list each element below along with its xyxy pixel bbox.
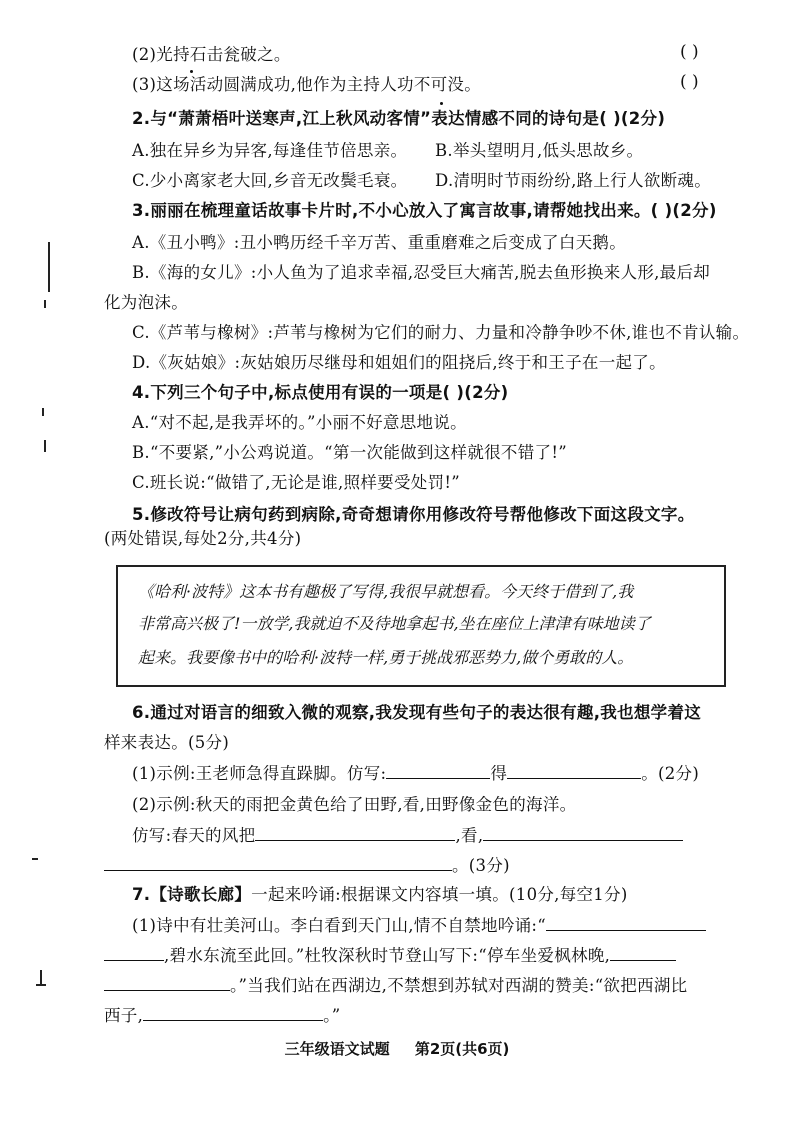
question-6-score: 样来表达。(5分) — [104, 733, 230, 752]
q6-part-1-mid: 得 — [490, 764, 508, 783]
question-2-stem: 2.与“萧萧梧叶送寒声,江上秋风动客情”表达情感不同的诗句是( )(2分) — [132, 109, 666, 128]
emphasis-dot — [440, 102, 443, 105]
answer-paren[interactable]: ( ) — [680, 42, 699, 62]
q6-part-2: (2)示例:秋天的雨把金黄色给了田野,看,田野像金色的海洋。 — [132, 795, 577, 814]
passage-box — [116, 565, 726, 687]
q6-part-1-label: (1)示例:王老师急得直跺脚。仿写: — [132, 764, 387, 783]
scan-mark — [42, 408, 44, 416]
scan-mark — [44, 300, 46, 308]
scan-mark — [44, 440, 46, 452]
q7-text: 一起来吟诵:根据课文内容填一填。(10分,每空1分) — [251, 885, 628, 904]
answer-blank[interactable] — [104, 974, 230, 991]
q6-part-2-label: 仿写:春天的风把 — [132, 826, 256, 845]
passage-line-1: 《哈利·波特》这本书有趣极了写得,我很早就想看。今天终于借到了,我 — [138, 582, 634, 601]
q7-tag: 【诗歌长廊】 — [150, 885, 252, 904]
scan-mark — [36, 984, 46, 986]
answer-blank[interactable] — [483, 824, 683, 841]
q2-option-d: D.清明时节雨纷纷,路上行人欲断魂。 — [435, 171, 712, 190]
q4-option-b: B.“不要紧,”小公鸡说道。“第一次能做到这样就很不错了!” — [132, 443, 567, 462]
question-5-stem: 5.修改符号让病句药到病除,奇奇想请你用修改符号帮他修改下面这段文字。 — [132, 505, 695, 524]
q7-line-1-text: (1)诗中有壮美河山。李白看到天门山,情不自禁地吟诵:“ — [132, 916, 547, 935]
question-7-stem — [132, 884, 628, 906]
q6-part-2-cont — [104, 854, 510, 877]
q3-option-c: C.《芦苇与橡树》:芦苇与橡树为它们的耐力、力量和冷静争吵不休,谁也不肯认输。 — [132, 323, 750, 342]
passage-line-2: 非常高兴极了!一放学,我就迫不及待地拿起书,坐在座位上津津有味地读了 — [138, 614, 651, 633]
q3-option-a: A.《丑小鸭》:丑小鸭历经千辛万苦、重重磨难之后变成了白天鹅。 — [132, 233, 627, 252]
emphasis-dot — [190, 70, 193, 73]
answer-blank[interactable] — [104, 854, 452, 871]
footer-subject: 三年级语文试题 — [284, 1040, 390, 1058]
q6-part-2-mid: ,看, — [455, 826, 484, 845]
answer-blank[interactable] — [255, 824, 455, 841]
q7-line-1 — [132, 914, 706, 937]
q7-line-4 — [104, 1004, 340, 1027]
q2-option-a: A.独在异乡为异客,每逢佳节倍思亲。 — [132, 141, 408, 160]
answer-blank[interactable] — [143, 1004, 323, 1021]
scan-mark — [48, 242, 50, 292]
scan-mark — [40, 970, 42, 984]
q6-part-1-end: 。(2分) — [641, 764, 700, 783]
question-6-stem: 6.通过对语言的细致入微的观察,我发现有些句子的表达很有趣,我也想学着这 — [132, 703, 702, 722]
passage-line-3: 起来。我要像书中的哈利·波特一样,勇于挑战邪恶势力,做个勇敢的人。 — [138, 648, 634, 667]
item-2: (2)光持石击瓮破之。 — [132, 45, 291, 64]
q7-line-4-end: 。” — [323, 1006, 341, 1025]
q2-option-c: C.少小离家老大回,乡音无改鬓毛衰。 — [132, 171, 408, 190]
q6-part-2-end: 。(3分) — [452, 856, 510, 875]
q7-line-2-text: ,碧水东流至此回。”杜牧深秋时节登山写下:“停车坐爱枫林晚, — [164, 946, 611, 965]
scan-mark — [32, 858, 38, 860]
q4-option-c: C.班长说:“做错了,无论是谁,照样要受处罚!” — [132, 473, 461, 492]
answer-blank[interactable] — [386, 762, 490, 779]
q7-line-4-text: 西子, — [104, 1006, 144, 1025]
question-3-stem: 3.丽丽在梳理童话故事卡片时,不小心放入了寓言故事,请帮她找出来。( )(2分) — [132, 201, 717, 220]
q2-option-b: B.举头望明月,低头思故乡。 — [435, 141, 644, 160]
q6-part-1 — [132, 762, 699, 785]
answer-blank[interactable] — [610, 944, 676, 961]
item-3: (3)这场活动圆满成功,他作为主持人功不可没。 — [132, 75, 482, 94]
answer-blank[interactable] — [104, 944, 164, 961]
answer-blank[interactable] — [507, 762, 641, 779]
page-footer — [0, 1038, 794, 1059]
q6-part-2-imitate — [132, 824, 683, 847]
footer-page-number: 第2页(共6页) — [414, 1040, 510, 1058]
q7-line-3 — [104, 974, 687, 997]
q7-number: 7. — [132, 885, 151, 904]
question-5-score: (两处错误,每处2分,共4分) — [104, 529, 302, 548]
q3-option-d: D.《灰姑娘》:灰姑娘历尽继母和姐姐们的阻挠后,终于和王子在一起了。 — [132, 353, 666, 372]
q4-option-a: A.“对不起,是我弄坏的。”小丽不好意思地说。 — [132, 413, 467, 432]
answer-blank[interactable] — [546, 914, 706, 931]
q7-line-3-text: 。”当我们站在西湖边,不禁想到苏轼对西湖的赞美:“欲把西湖比 — [230, 976, 688, 995]
question-4-stem: 4.下列三个句子中,标点使用有误的一项是( )(2分) — [132, 383, 509, 402]
q3-option-b-cont: 化为泡沫。 — [104, 293, 188, 312]
answer-paren[interactable]: ( ) — [680, 72, 699, 92]
q7-line-2 — [104, 944, 676, 967]
q3-option-b: B.《海的女儿》:小人鱼为了追求幸福,忍受巨大痛苦,脱去鱼形换来人形,最后却 — [132, 263, 711, 282]
